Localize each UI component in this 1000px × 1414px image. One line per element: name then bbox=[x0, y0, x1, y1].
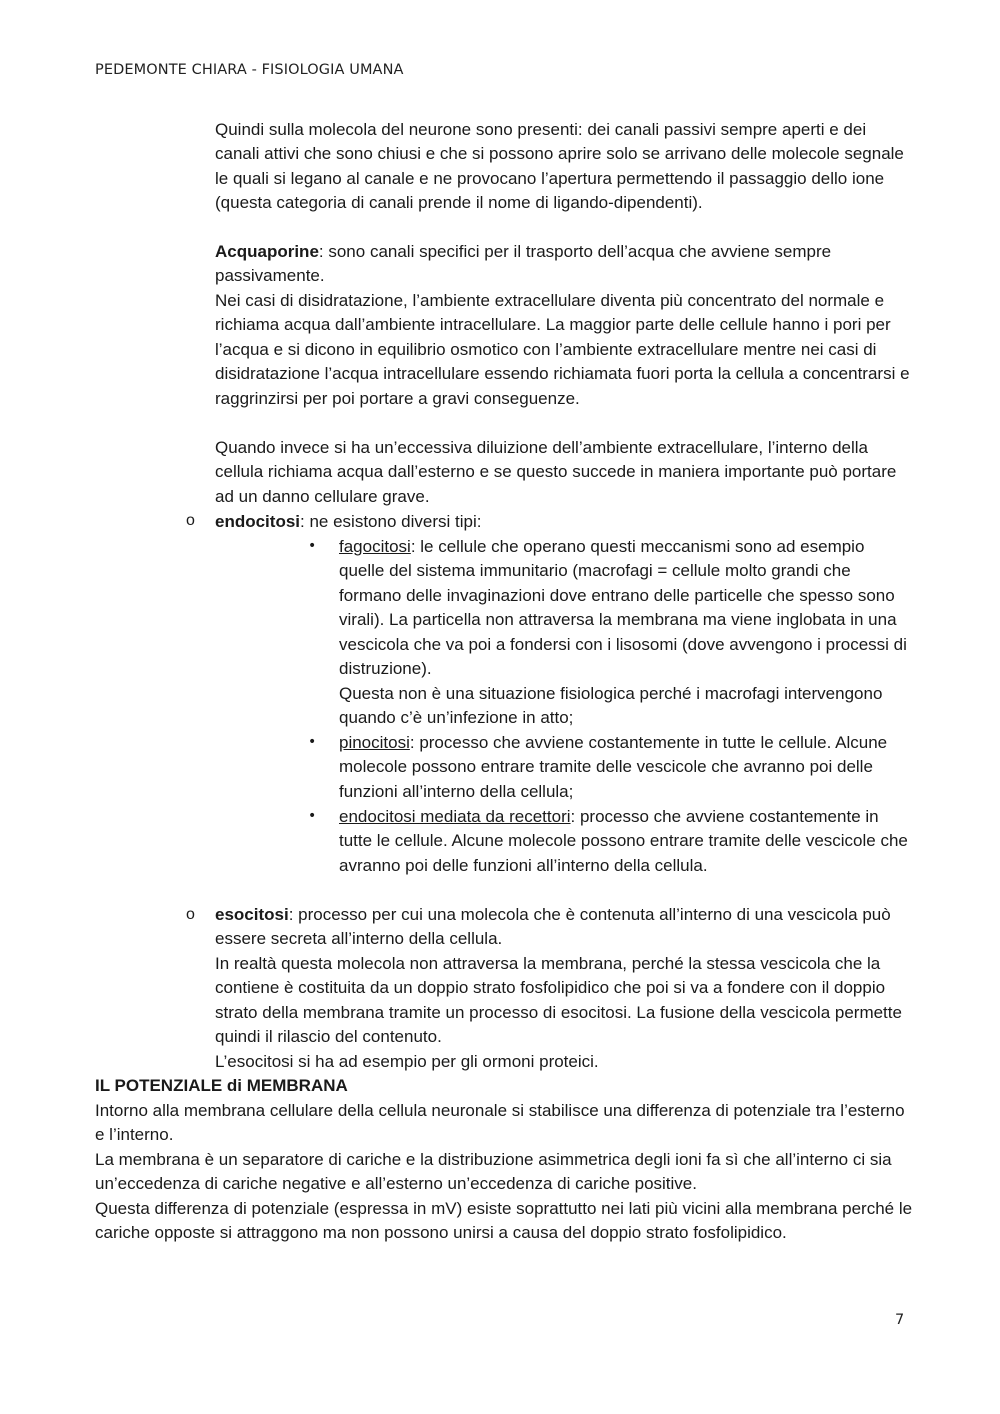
pinocitosi-text: : processo che avviene costantemente in tutte le cellule. Alcune molecole possono entrare tramite delle vescicole che avranno poi delle funzioni all’interno della cellula; bbox=[339, 733, 888, 801]
bullet-icon: • bbox=[308, 538, 317, 554]
term-esocitosi: esocitosi bbox=[215, 905, 289, 924]
endocitosi-text: : ne esistono diversi tipi: bbox=[300, 512, 482, 531]
section-title bbox=[95, 1074, 915, 1098]
page-number: 7 bbox=[895, 1312, 905, 1328]
list-item-pinocitosi bbox=[339, 731, 909, 804]
paragraph-channels: Quindi sulla molecola del neurone sono presenti: dei canali passivi sempre aperti e dei canali attivi che sono chiusi e che si possono aprire solo se arrivano delle molecole segnale le quali si legano al canale e ne provocano l’apertura permettendo il passaggio dello ione (questa categoria di canali prende il nome di ligando-dipendenti). bbox=[215, 120, 904, 213]
term-acquaporine: Acquaporine bbox=[215, 242, 319, 261]
paragraph-esocitosi-detail: In realtà questa molecola non attraversa la membrana, perché la stessa vescicola che la contiene è costituita da un doppio strato fosfolipidico che poi si va a fondere con il doppio strato della membrana tramite un processo di esocitosi. La fusione della vescicola permette quindi il rilascio del contenuto. bbox=[215, 954, 902, 1047]
page-header: PEDEMONTE CHIARA - FISIOLOGIA UMANA bbox=[95, 62, 404, 78]
list-marker-o: o bbox=[186, 906, 195, 923]
esocitosi-text: : processo per cui una molecola che è contenuta all’interno di una vescicola può essere secreta all’interno della cellula. bbox=[215, 905, 891, 949]
paragraph-disidratazione: Nei casi di disidratazione, l’ambiente extracellulare diventa più concentrato del normale e richiama acqua dall’ambiente intracellulare. La maggior parte delle cellule hanno i pori per l’acqua e si dicono in equilibrio osmotico con l’ambiente extracellulare mentre nei casi di disidratazione l’acqua intracellulare essendo richiamata fuori porta la cellula a concentrarsi e raggrinzirsi per poi portare a gravi conseguenze. bbox=[215, 291, 910, 408]
list-item-endocitosi-recettori bbox=[339, 805, 909, 878]
term-fagocitosi: fagocitosi bbox=[339, 537, 411, 556]
list-item-esocitosi bbox=[215, 903, 915, 952]
section-title-text: IL POTENZIALE di MEMBRANA bbox=[95, 1076, 348, 1095]
paragraph-potenziale-2: La membrana è un separatore di cariche e la distribuzione asimmetrica degli ioni fa sì che all’interno ci sia un’eccedenza di cariche negative e all’esterno un’eccedenza di cariche positive. bbox=[95, 1150, 892, 1194]
paragraph-esocitosi-example: L’esocitosi si ha ad esempio per gli ormoni proteici. bbox=[215, 1052, 599, 1071]
endocitosi-recettori-text: : processo che avviene costantemente in tutte le cellule. Alcune molecole possono entrare tramite delle vescicole che avranno poi delle funzioni all’interno della cellula. bbox=[339, 807, 908, 875]
fagocitosi-text: : le cellule che operano questi meccanismi sono ad esempio quelle del sistema immunitario (macrofagi = cellule molto grandi che formano delle invaginazioni dove entrano delle particelle che spesso sono virali). La particella non attraversa la membrana ma viene inglobata in una vescicola che va poi a fondersi con i lisosomi (dove avvengono i processi di distruzione). bbox=[339, 537, 907, 679]
paragraph-potenziale-1: Intorno alla membrana cellulare della cellula neuronale si stabilisce una differenza di potenziale tra l’esterno e l’interno. bbox=[95, 1101, 905, 1145]
list-marker-o: o bbox=[186, 512, 195, 529]
bullet-icon: • bbox=[308, 734, 317, 750]
bullet-icon: • bbox=[308, 808, 317, 824]
acquaporine-definition: : sono canali specifici per il trasporto dell’acqua che avviene sempre passivamente. bbox=[215, 242, 832, 286]
list-item-endocitosi bbox=[215, 510, 915, 534]
term-endocitosi: endocitosi bbox=[215, 512, 301, 531]
list-item-fagocitosi bbox=[339, 535, 909, 681]
term-pinocitosi: pinocitosi bbox=[339, 733, 410, 752]
paragraph-potenziale-3: Questa differenza di potenziale (espressa in mV) esiste soprattutto nei lati più vicini alla membrana perché le cariche opposte si attraggono ma non possono unirsi a causa del doppio strato fosfolipidico. bbox=[95, 1199, 913, 1243]
paragraph-acquaporine bbox=[215, 240, 915, 289]
fagocitosi-note: Questa non è una situazione fisiologica perché i macrofagi intervengono quando c’è un’infezione in atto; bbox=[339, 684, 883, 728]
term-endocitosi-recettori: endocitosi mediata da recettori bbox=[339, 807, 571, 826]
paragraph-diluizione: Quando invece si ha un’eccessiva diluizione dell’ambiente extracellulare, l’interno della cellula richiama acqua dall’esterno e se questo succede in maniera importante può portare ad un danno cellulare grave. bbox=[215, 438, 897, 506]
